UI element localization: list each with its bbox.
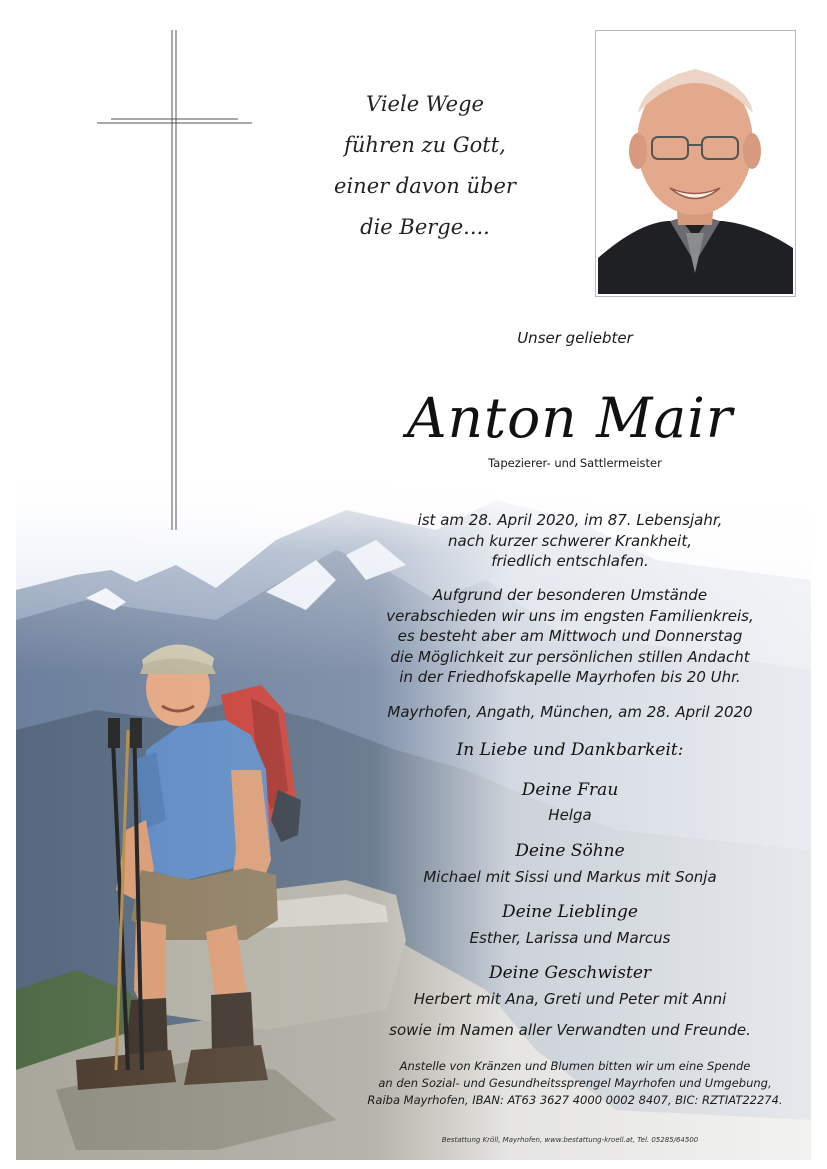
farewell-line: in der Friedhofskapelle Mayrhofen bis 20 Uhr. — [399, 668, 741, 686]
cross-icon — [97, 30, 252, 530]
portrait-image — [598, 33, 793, 294]
quote-line: die Berge.... — [360, 215, 490, 239]
death-notice-line: ist am 28. April 2020, im 87. Lebensjahr, — [417, 511, 723, 529]
place-date — [360, 702, 780, 723]
donation-request — [340, 1058, 810, 1109]
farewell-notice — [360, 585, 780, 688]
mourners-heading: In Liebe und Dankbarkeit: — [456, 740, 684, 760]
relatives-note: sowie im Namen aller Verwandten und Freunde. — [389, 1021, 751, 1039]
death-notice — [360, 510, 780, 572]
donation-line: Raiba Mayrhofen, IBAN: AT63 3627 4000 0002 8407, BIC: RZTIAT22274. — [367, 1093, 783, 1107]
donation-line: an den Sozial- und Gesundheitssprengel Mayrhofen und Umgebung, — [378, 1076, 772, 1090]
place-date-text: Mayrhofen, Angath, München, am 28. April 2020 — [387, 703, 753, 721]
quote-line: einer davon über — [334, 174, 516, 198]
deceased-name: Anton Mair — [406, 386, 734, 450]
mourner-group-heading: Deine Söhne — [515, 841, 625, 861]
quote-line: Viele Wege — [366, 92, 484, 116]
farewell-line: Aufgrund der besonderen Umstände — [432, 586, 708, 604]
mourner-group-names: Michael mit Sissi und Markus mit Sonja — [423, 868, 717, 886]
profession: Tapezierer- und Sattlermeister — [488, 456, 662, 470]
mourner-group-heading: Deine Lieblinge — [502, 902, 638, 922]
mourner-group-names: Herbert mit Ana, Greti und Peter mit Anni — [413, 990, 727, 1008]
farewell-line: es besteht aber am Mittwoch und Donnerstag — [397, 627, 743, 645]
quote-line: führen zu Gott, — [344, 133, 506, 157]
intro-text: Unser geliebter — [517, 329, 633, 347]
farewell-line: die Möglichkeit zur persönlichen stillen Andacht — [390, 647, 750, 666]
donation-line: Anstelle von Kränzen und Blumen bitten wir um eine Spende — [399, 1059, 751, 1073]
memorial-quote — [300, 84, 550, 248]
mourner-group-heading: Deine Geschwister — [488, 963, 652, 983]
death-notice-line: friedlich entschlafen. — [491, 552, 649, 570]
mourner-group-names: Esther, Larissa und Marcus — [469, 929, 671, 947]
funeral-home-footer: Bestattung Kröll, Mayrhofen, www.bestattung-kroell.at, Tel. 05285/64500 — [441, 1136, 699, 1144]
farewell-line: verabschieden wir uns im engsten Familienkreis, — [386, 606, 754, 625]
portrait-photo — [595, 30, 796, 297]
death-notice-line: nach kurzer schwerer Krankheit, — [448, 531, 692, 550]
mourner-group-heading: Deine Frau — [521, 780, 619, 800]
mourner-group-names: Helga — [548, 806, 592, 824]
